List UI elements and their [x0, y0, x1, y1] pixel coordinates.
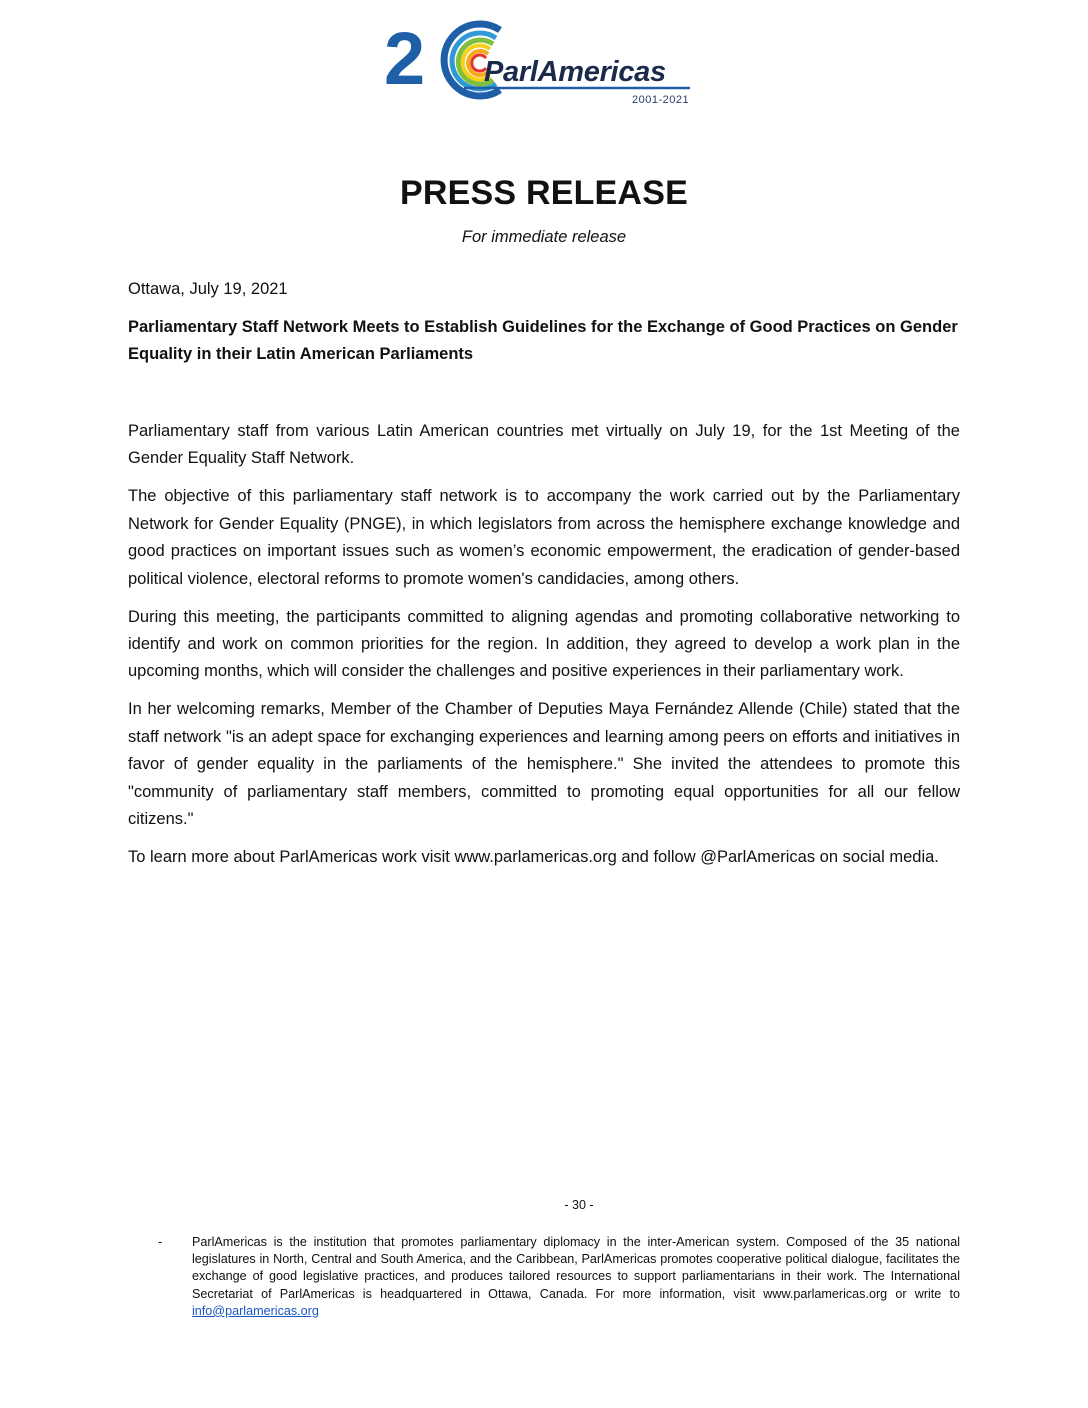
parlamericas-20-logo — [384, 18, 694, 110]
footnote-body: ParlAmericas is the institution that promotes parliamentary diplomacy in the inter-American system. Composed of the 35 national legislatures in North, Central and South America, and the Caribbean, ParlAmericas promotes cooperative political dialogue, facilitates the exchange of good legislative practices, and produces tailored resources to support parliamentarians in their work. The International Secretariat of ParlAmericas is headquartered in Ottawa, Canada. For more information, visit www.parlamericas.org or write to — [192, 1235, 960, 1301]
page-title: PRESS RELEASE — [400, 174, 688, 212]
page-number: - 30 - — [564, 1198, 594, 1212]
release-subtitle: For immediate release — [461, 228, 627, 246]
paragraph: The objective of this parliamentary staff network is to accompany the work carried out by the Parliamentary Network for Gender Equality (PNGE), in which legislators from across the hemisphere exchange knowledge and good practices on important issues such as women’s economic empowerment, the eradication of gender-based political violence, electoral reforms to promote women's candidacies, among others. — [128, 487, 960, 588]
paragraph: Parliamentary staff from various Latin American countries met virtually on July 19, for the 1st Meeting of the Gender Equality Staff Network. — [128, 422, 960, 468]
logo-numeral: 2 — [384, 18, 426, 100]
footnote-text — [192, 1234, 960, 1320]
paragraph: During this meeting, the participants committed to aligning agendas and promoting collaborative networking to identify and work on common priorities for the region. In addition, they agreed to develop a work plan in the upcoming months, which will consider the challenges and positive experiences in their parliamentary work. — [128, 607, 960, 681]
logo-years: 2001-2021 — [632, 94, 690, 106]
email-link[interactable]: info@parlamericas.org — [192, 1303, 319, 1318]
logo-wordmark: ParlAmericas — [484, 56, 666, 88]
paragraph: In her welcoming remarks, Member of the Chamber of Deputies Maya Fernández Allende (Chile) stated that the staff network "is an adept space for exchanging experiences and learning among peers on efforts and initiatives in favor of gender equality in the parliaments of the hemisphere." She invited the attendees to promote this "community of parliamentary staff members, committed to promoting equal opportunities for all our fellow citizens." — [128, 700, 960, 829]
headline: Parliamentary Staff Network Meets to Establish Guidelines for the Exchange of Good Practices on Gender Equality in their Latin American Parliaments — [128, 318, 958, 363]
dateline: Ottawa, July 19, 2021 — [128, 280, 288, 298]
footnote-dash: - — [158, 1235, 163, 1249]
paragraph: To learn more about ParlAmericas work visit www.parlamericas.org and follow @ParlAmericas on social media. — [128, 848, 939, 867]
body-text — [128, 418, 960, 882]
